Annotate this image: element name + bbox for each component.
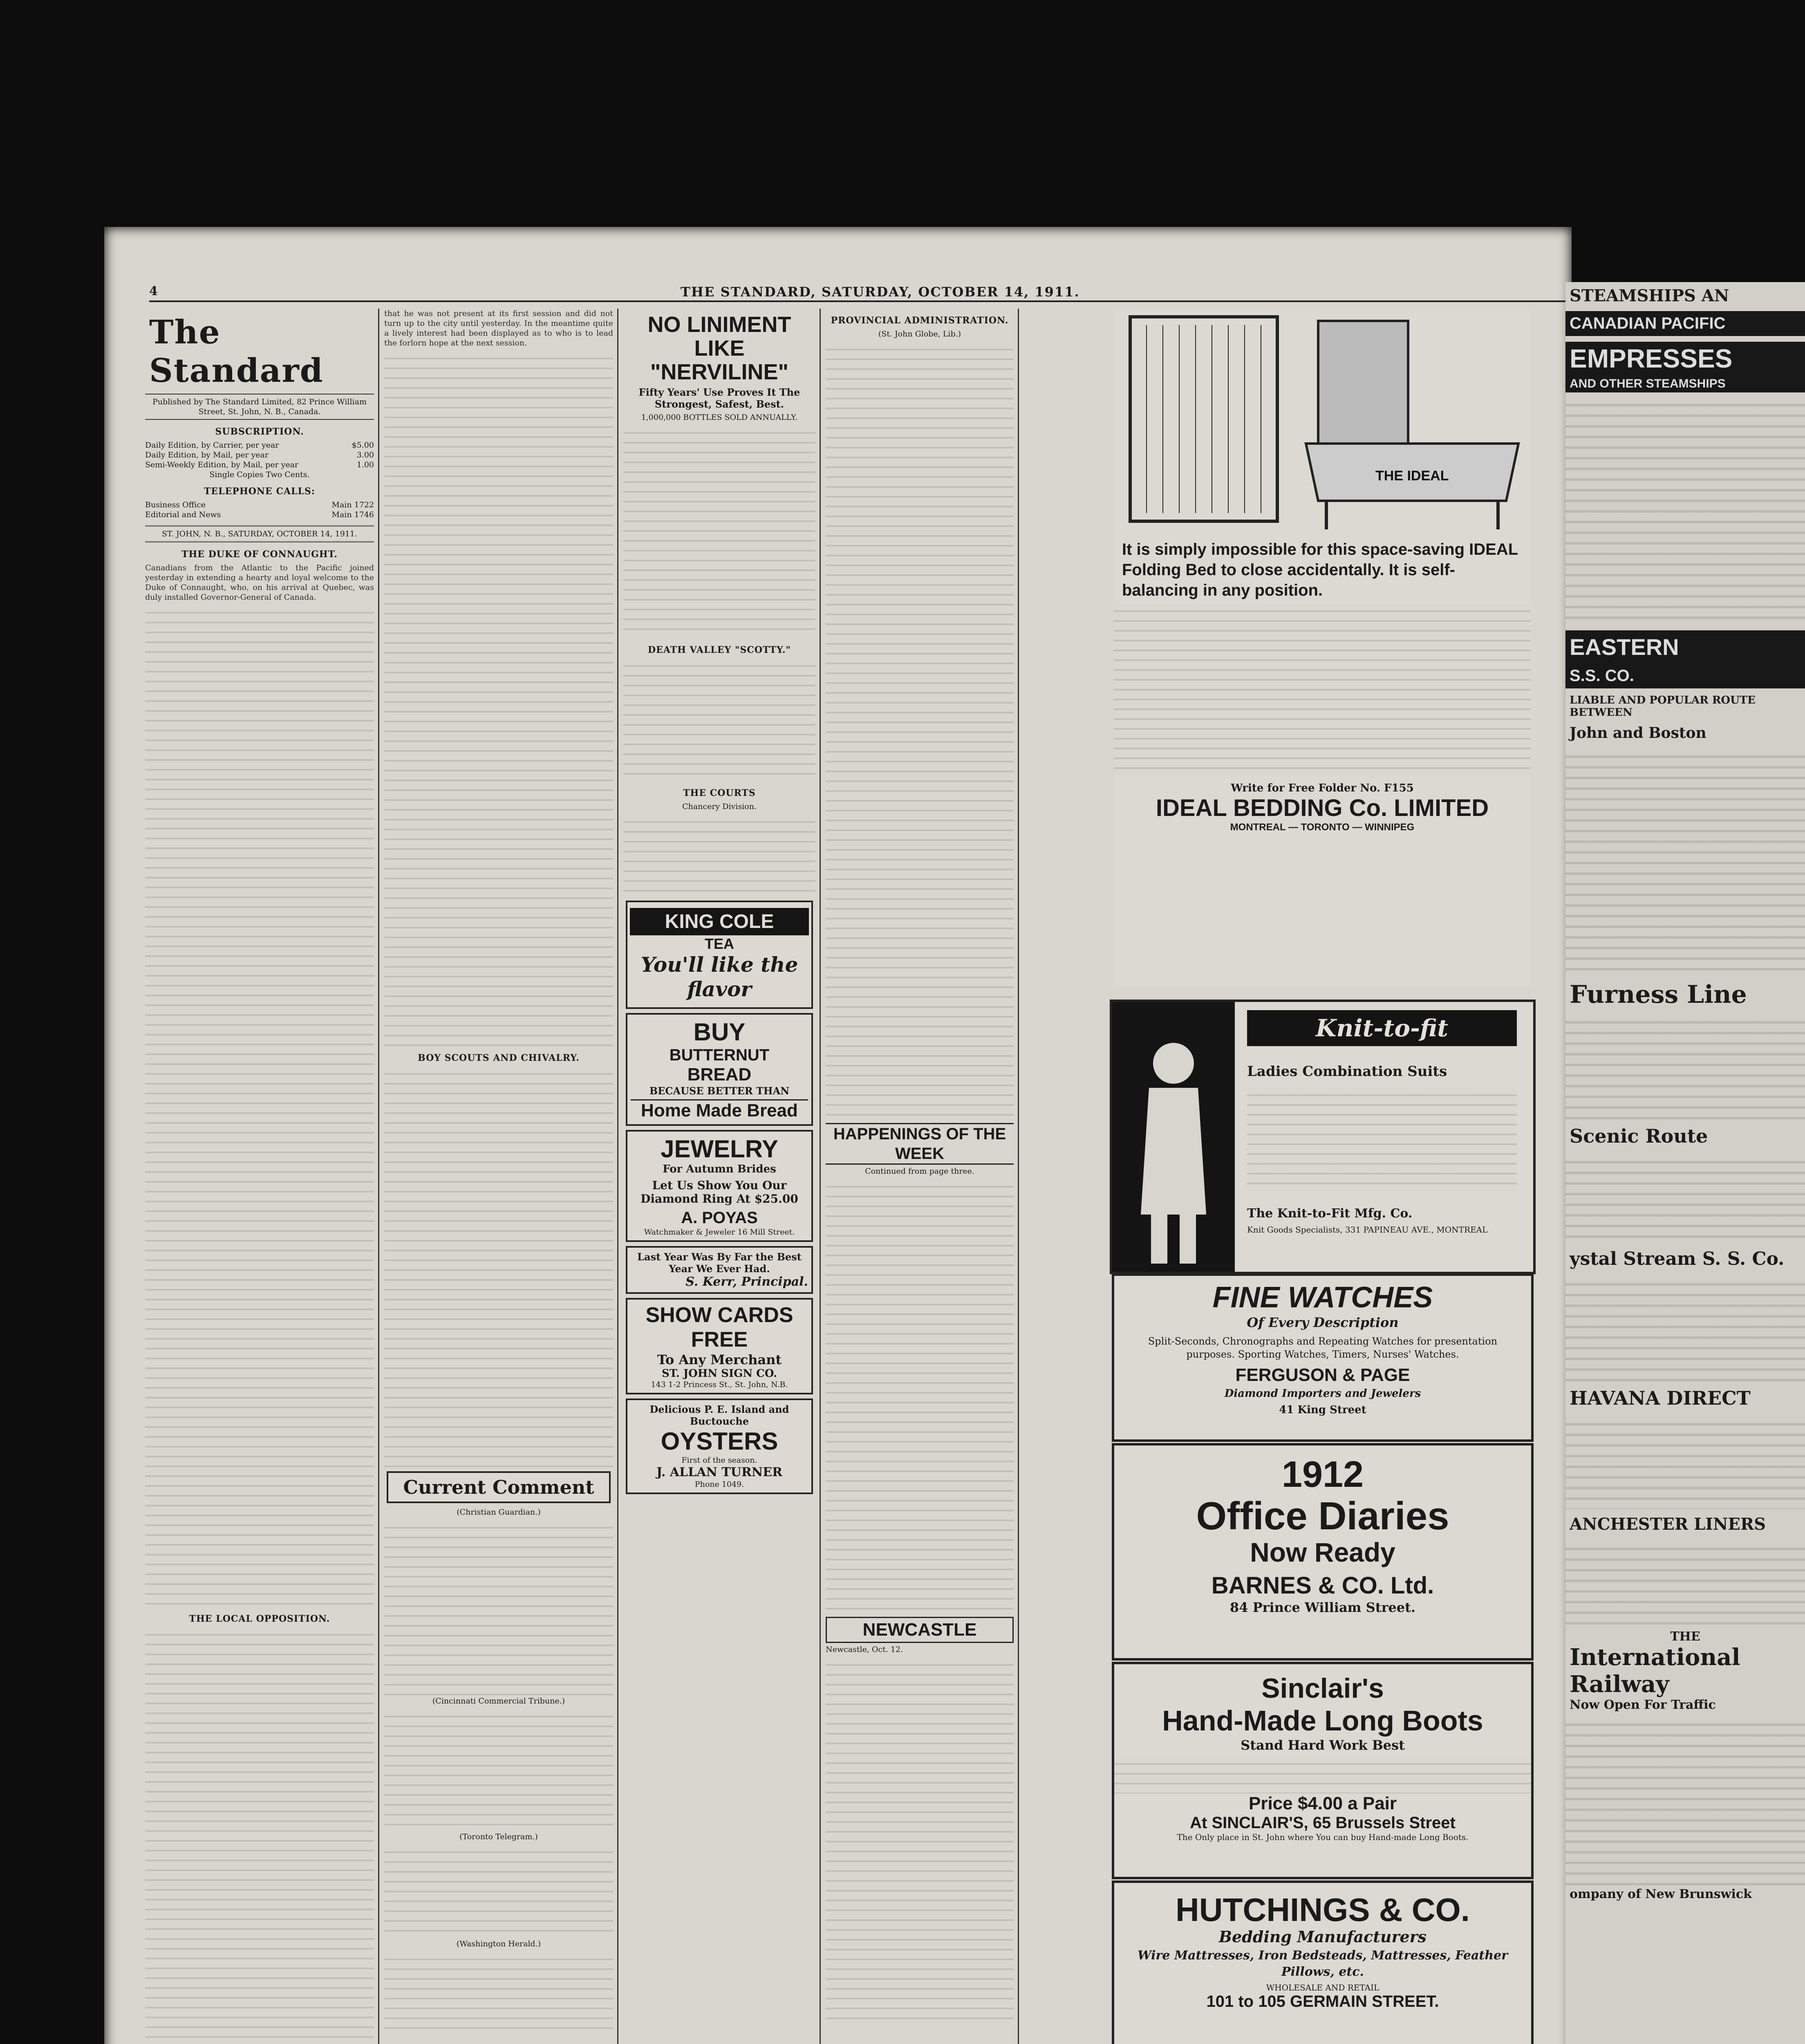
eastern-route: John and Boston [1570, 724, 1706, 742]
railway-heading-2: Railway [1570, 1671, 1669, 1698]
show-cards-company: ST. JOHN SIGN CO. [661, 1367, 777, 1380]
oysters-sub: Delicious P. E. Island and Buctouche [649, 1403, 789, 1427]
diaries-heading: Office Diaries [1196, 1494, 1449, 1538]
page-title: THE STANDARD, SATURDAY, OCTOBER 14, 1911. [681, 284, 1080, 300]
boots-price: Price $4.00 a Pair [1248, 1793, 1397, 1813]
hutchings-sales: WHOLESALE AND RETAIL [1266, 1983, 1380, 1992]
watches-text: Split-Seconds, Chronographs and Repeating Watches for presentation purposes. Sporting Watches, Timers, Nurses' Watches. [1148, 1336, 1498, 1360]
watches-name: FERGUSON & PAGE [1235, 1365, 1410, 1385]
subscription-row: Single Copies Two Cents. [209, 470, 310, 479]
column-ads-news [623, 309, 815, 2044]
manchester-liners: ANCHESTER LINERS [1570, 1515, 1766, 1534]
jewelry-offer: Let Us Show You Our Diamond Ring At $25.00 [640, 1179, 798, 1206]
furness-line: Furness Line [1570, 980, 1747, 1009]
liniment-bottles: 1,000,000 BOTTLES SOLD ANNUALLY. [641, 413, 798, 422]
eastern-line1: EASTERN [1565, 630, 1805, 663]
knit-address: Knit Goods Specialists, 331 PAPINEAU AVE., MONTREAL [1247, 1225, 1488, 1235]
jewelry-name: A. POYAS [681, 1209, 758, 1227]
hutchings-name: HUTCHINGS & CO. [1176, 1892, 1470, 1928]
boots-name: Sinclair's [1261, 1673, 1384, 1704]
death-valley-text [623, 659, 815, 781]
railway-open: Now Open For Traffic [1570, 1698, 1716, 1712]
provincial-heading: PROVINCIAL ADMINISTRATION. [831, 315, 1009, 326]
diaries-year: 1912 [1281, 1454, 1364, 1495]
newcastle-heading: NEWCASTLE [826, 1617, 1014, 1643]
jewelry-heading: JEWELRY [661, 1135, 778, 1163]
adjacent-page-edge [1565, 282, 1805, 2044]
death-valley-heading: DEATH VALLEY "SCOTTY." [647, 645, 791, 655]
folding-bed-illustration [1114, 309, 1531, 538]
hutchings-address: 101 to 105 GERMAIN STREET. [1206, 1992, 1439, 2010]
eastern-line2: S.S. CO. [1565, 663, 1805, 688]
butternut-bread-ad [626, 1013, 813, 1126]
liniment-heading: NO LINIMENT LIKE "NERVILINE" [647, 312, 791, 384]
butternut-name: BUTTERNUT [669, 1046, 770, 1064]
hutchings-ad [1112, 1880, 1534, 2044]
eastern-text: LIABLE AND POPULAR ROUTE BETWEEN [1570, 694, 1756, 719]
comment-text [384, 1709, 613, 1832]
source-cincinnati: (Cincinnati Commercial Tribune.) [432, 1697, 565, 1706]
subscription-list [145, 440, 374, 480]
telephone-heading: TELEPHONE CALLS: [204, 486, 315, 497]
boy-scouts-text [384, 1067, 613, 1467]
show-cards-heading: SHOW CARDS FREE [645, 1303, 793, 1351]
comment-text [384, 1952, 613, 2034]
steamships-heading: STEAMSHIPS AN [1570, 286, 1729, 305]
liniment-text [623, 426, 815, 638]
phone-row: Business Office Main 1722 [145, 500, 374, 509]
column-rule [820, 309, 821, 2044]
scenic-schedule [1565, 1153, 1805, 1243]
butternut-because: BECAUSE BETTER THAN [649, 1085, 790, 1097]
ideal-bed-ad [1114, 309, 1531, 987]
publisher-line: Published by The Standard Limited, 82 Prince William Street, St. John, N. B., Canada. [145, 394, 374, 420]
newcastle-text [826, 1658, 1014, 2026]
office-diaries-ad [1112, 1443, 1534, 1661]
subscription-heading: SUBSCRIPTION. [215, 426, 304, 437]
cp-line3: AND OTHER STEAMSHIPS [1565, 375, 1805, 392]
boots-tag: The Only place in St. John where You can buy Hand-made Long Boots. [1177, 1832, 1469, 1842]
ideal-cities: MONTREAL — TORONTO — WINNIPEG [1230, 822, 1415, 833]
comment-text [384, 1845, 613, 1939]
railway-company: ompany of New Brunswick [1570, 1887, 1752, 1901]
boots-heading: Hand-Made Long Boots [1162, 1705, 1483, 1737]
jewelry-sub: For Autumn Brides [663, 1163, 776, 1175]
diaries-address: 84 Prince William Street. [1229, 1600, 1416, 1615]
boots-sub: Stand Hard Work Best [1241, 1737, 1405, 1753]
cp-line1: CANADIAN PACIFIC [1565, 311, 1805, 336]
woman-figure-icon [1112, 1002, 1235, 1272]
cp-schedule [1565, 396, 1805, 625]
butternut-buy: BUY [693, 1018, 746, 1046]
knit-company: The Knit-to-Fit Mfg. Co. [1247, 1206, 1413, 1221]
subscription-row: Daily Edition, by Mail, per year 3.00 [145, 450, 374, 459]
furness-schedule [1565, 1013, 1805, 1119]
page-number: 4 [149, 284, 158, 298]
woman-illustration [1112, 1002, 1235, 1272]
subscription-row: Semi-Weekly Edition, by Mail, per year 1.00 [145, 460, 374, 469]
oysters-phone: Phone 1049. [694, 1480, 744, 1489]
railway-heading-1: International [1570, 1644, 1740, 1671]
knit-to-fit-ad [1110, 1000, 1536, 1274]
butternut-bread: BREAD [687, 1065, 752, 1085]
king-cole-ad [626, 901, 813, 1009]
ideal-logo: THE IDEAL [1375, 468, 1449, 484]
comment-text [384, 1520, 613, 1696]
knit-heading: Ladies Combination Suits [1247, 1063, 1447, 1080]
knit-brand: Knit-to-fit [1247, 1010, 1517, 1046]
editorial-body-text [145, 605, 374, 1607]
phone-row: Editorial and News Main 1746 [145, 510, 374, 519]
column-rule [617, 309, 618, 2044]
newcastle-date: Newcastle, Oct. 12. [826, 1645, 903, 1654]
crystal-schedule [1565, 1275, 1805, 1381]
watches-trade: Diamond Importers and Jewelers [1224, 1387, 1421, 1400]
watches-heading: FINE WATCHES [1212, 1281, 1433, 1314]
subscription-row: Daily Edition, by Carrier, per year $5.00 [145, 441, 374, 450]
column-editorial-2 [384, 309, 613, 2044]
happenings-heading: HAPPENINGS OF THE WEEK [826, 1123, 1014, 1165]
king-cole-slogan: You'll like the flavor [640, 953, 798, 1001]
column-rule [1018, 309, 1019, 2044]
king-cole-tea: TEA [705, 935, 734, 952]
school-ad [626, 1246, 813, 1294]
knit-body-text [1247, 1088, 1517, 1190]
king-cole-brand: KING COLE [630, 908, 809, 935]
chancery-subheading: Chancery Division. [682, 802, 757, 811]
happenings-sub: Continued from page three. [865, 1167, 974, 1176]
ideal-folder: Write for Free Folder No. F155 [1231, 782, 1414, 794]
diaries-company: BARNES & CO. Ltd. [1211, 1572, 1434, 1599]
jewelry-ad [626, 1130, 813, 1242]
watches-sub: Of Every Description [1247, 1315, 1399, 1330]
source-toronto: (Toronto Telegram.) [459, 1832, 538, 1841]
oysters-heading: OYSTERS [661, 1428, 778, 1455]
masthead: The Standard [149, 313, 324, 390]
column-lead: that he was not present at its first session and did not turn up to the city until yesterday. In the meantime quite a lively interest had been displayed as to who is to lead the forlorn hope at the next session. [384, 309, 613, 347]
ideal-company: IDEAL BEDDING Co. LIMITED [1156, 795, 1489, 821]
sinclairs-boots-ad [1112, 1662, 1534, 1879]
provincial-source: (St. John Globe, Lib.) [878, 329, 961, 338]
hutchings-trade: Bedding Manufacturers [1218, 1927, 1427, 1946]
havana-direct: HAVANA DIRECT [1570, 1387, 1751, 1409]
show-cards-sub: To Any Merchant [657, 1352, 782, 1367]
oysters-ad [626, 1399, 813, 1494]
cp-empresses: EMPRESSES [1565, 342, 1805, 375]
local-opposition-heading: THE LOCAL OPPOSITION. [189, 1614, 330, 1624]
editorial-heading: THE DUKE OF CONNAUGHT. [181, 549, 338, 560]
liniment-subheading: Fifty Years' Use Proves It The Strongest, Safest, Best. [638, 386, 800, 410]
railway-the: THE [1670, 1629, 1700, 1644]
column-body-text [384, 351, 613, 1046]
ideal-lead: It is simply impossible for this space-saving IDEAL Folding Bed to close accidentally. It is self-balancing in any position. [1122, 540, 1518, 599]
column-editorial [145, 309, 374, 2044]
happenings-text [826, 1179, 1014, 1613]
dateline: ST. JOHN, N. B., SATURDAY, OCTOBER 14, 1911. [145, 525, 374, 542]
jewelry-address: Watchmaker & Jeweler 16 Mill Street. [644, 1228, 795, 1237]
current-comment-heading: Current Comment [387, 1471, 611, 1503]
boots-body-text [1114, 1757, 1531, 1793]
havana-schedule [1565, 1415, 1805, 1509]
diaries-sub: Now Ready [1250, 1537, 1395, 1567]
newspaper-page [104, 227, 1572, 2044]
oysters-name: J. ALLAN TURNER [656, 1465, 782, 1479]
school-name: S. Kerr, Principal. [685, 1275, 808, 1289]
ideal-body-text [1114, 604, 1531, 775]
source-washington: (Washington Herald.) [456, 1939, 541, 1948]
railway-schedule [1565, 1715, 1805, 1887]
show-cards-address: 143 1-2 Princess St., St. John, N.B. [651, 1380, 788, 1389]
column-news [826, 309, 1014, 2044]
boots-address: At SINCLAIR'S, 65 Brussels Street [1190, 1814, 1456, 1832]
hutchings-goods: Wire Mattresses, Iron Bedsteads, Mattresses, Feather Pillows, etc. [1138, 1948, 1508, 1979]
courts-text [623, 815, 815, 896]
boy-scouts-heading: BOY SCOUTS AND CHIVALRY. [418, 1053, 580, 1063]
courts-heading: THE COURTS [683, 788, 756, 798]
source-christian-guardian: (Christian Guardian.) [457, 1508, 541, 1517]
school-line: Last Year Was By Far the Best Year We Ever Had. [637, 1251, 802, 1275]
manchester-schedule [1565, 1540, 1805, 1629]
butternut-tagline: Home Made Bread [631, 1099, 808, 1121]
fine-watches-ad [1112, 1273, 1534, 1442]
show-cards-ad [626, 1298, 813, 1394]
scenic-route: Scenic Route [1570, 1125, 1708, 1147]
oysters-season: First of the season. [681, 1456, 757, 1465]
column-rule [378, 309, 379, 2044]
watches-address: 41 King Street [1279, 1404, 1366, 1416]
local-opposition-text [145, 1627, 374, 2044]
provincial-text [826, 342, 1014, 1119]
editorial-lead: Canadians from the Atlantic to the Pacific joined yesterday in extending a hearty and loyal welcome to the Duke of Connaught, who, on his arrival at Quebec, was duly installed Governor-General of Canada. [145, 563, 374, 602]
crystal-stream: ystal Stream S. S. Co. [1570, 1248, 1785, 1269]
eastern-schedule [1565, 747, 1805, 976]
page-header [149, 284, 1568, 302]
